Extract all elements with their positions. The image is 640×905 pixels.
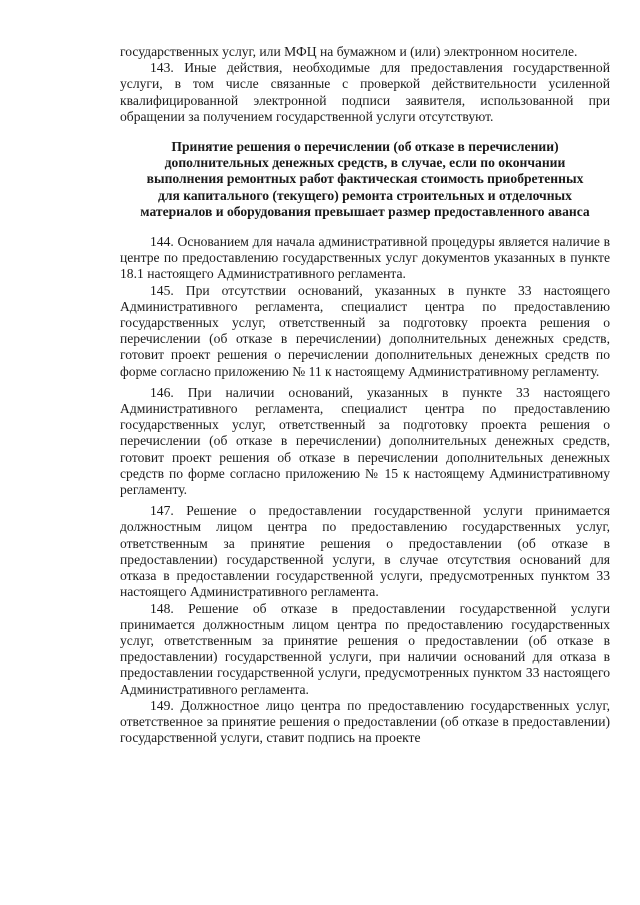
paragraph-continuation: государственных услуг, или МФЦ на бумажном и (или) электронном носителе. xyxy=(120,44,578,59)
paragraph-145: 145. При отсутствии оснований, указанных в пункте 33 настоящего Административного регламента, специалист центра по предоставлению государственных услуг, ответственный за подготовку проекта решения о перечислении (об отказе в перечислении) дополнительных денежных средств, готовит проект решения о перечислении дополнительных денежных средств по форме согласно приложению № 11 к настоящему Административному регламенту. xyxy=(120,282,610,379)
document-body xyxy=(120,44,610,746)
paragraph-144: 144. Основанием для начала административной процедуры является наличие в центре по предоставлению государственных услуг документов указанных в пункте 18.1 настоящего Административного регламента. xyxy=(120,234,610,282)
paragraph-143: 143. Иные действия, необходимые для предоставления государственной услуги, в том числе связанные с проверкой действительности усиленной квалифицированной электронной подписи заявителя, использованной при обращении за получением государственной услуги отсутствуют. xyxy=(120,60,610,124)
paragraph-146: 146. При наличии оснований, указанных в пункте 33 настоящего Административного регламента, специалист центра по предоставлению государственных услуг, ответственный за подготовку проекта решения о перечислении (об отказе в перечислении) дополнительных денежных средств, готовит проект решения об отказе в перечислении дополнительных денежных средств по форме согласно приложению № 15 к настоящему Административному регламенту. xyxy=(120,384,610,498)
paragraph-147: 147. Решение о предоставлении государственной услуги принимается должностным лицом центра по предоставлению государственных услуг, ответственным за принятие решения о предоставлении (об отказе в предоставлении) государственной услуги, в случае отсутствия оснований для отказа в предоставлении государственной услуги, предусмотренных пунктом 33 настоящего Административного регламента. xyxy=(120,503,610,600)
paragraph-148: 148. Решение об отказе в предоставлении государственной услуги принимается должностным лицом центра по предоставлению государственных услуг, ответственным за принятие решения о предоставлении (об отказе в предоставлении) государственной услуги, при наличии оснований для отказа в предоставлении государственной услуги, предусмотренных пунктом 33 настоящего Административного регламента. xyxy=(120,600,610,697)
section-heading: Принятие решения о перечислении (об отказе в перечислении) дополнительных денежных средств, в случае, если по окончании выполнения ремонтных работ фактическая стоимость приобретенных для капитального (текущего) ремонта строительных и отделочных материалов и оборудования превышает размер предоставленного аванса xyxy=(140,139,590,219)
paragraph-149: 149. Должностное лицо центра по предоставлению государственных услуг, ответственное за принятие решения о предоставлении (об отказе в предоставлении) государственной услуги, ставит подпись на проекте xyxy=(120,697,610,746)
